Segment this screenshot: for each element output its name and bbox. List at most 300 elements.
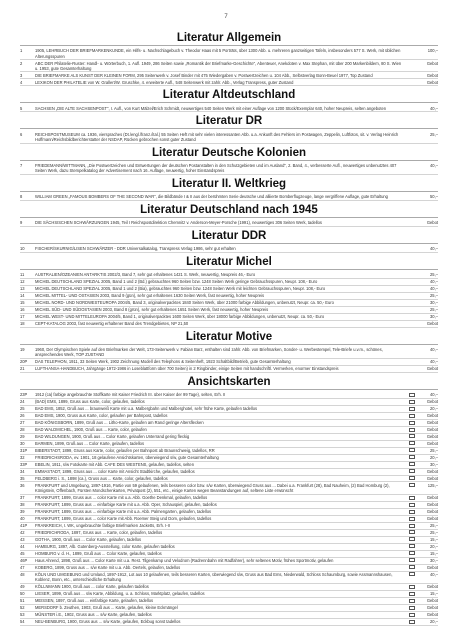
lot-icon-cell xyxy=(406,406,418,411)
lot-price: 20,– xyxy=(430,543,438,549)
lot-price: Gebot xyxy=(426,366,438,372)
lot-number: 43 xyxy=(20,536,25,542)
lot-number: 51 xyxy=(20,598,25,604)
lot-number: 34 xyxy=(20,468,25,474)
lot-description: HAMBURG, 1897, Alb. Gutenberg-Ausstellung, color Karte, gelaufen tadellos xyxy=(35,543,175,549)
lot-description: GOTHA, 1900, Gruß aus ... Color Karte, gelaufen, tadellos xyxy=(35,536,142,542)
lot-row xyxy=(20,544,438,551)
lot-description: FISCHER/SKURNIG/LISEN SCHWÄRZER - DDR Universalkatalog, Transpress Verlag 1986, sehr gut erhalten xyxy=(35,246,236,252)
lot-icon-cell xyxy=(406,516,418,521)
lot-row xyxy=(20,572,438,584)
lot-number: 35 xyxy=(20,475,25,481)
envelope-icon xyxy=(409,510,415,514)
lot-row xyxy=(20,321,438,328)
lot-icon-cell xyxy=(406,359,418,364)
envelope-icon xyxy=(409,469,415,473)
lot-row xyxy=(20,427,438,434)
lot-row xyxy=(20,598,438,605)
lot-row xyxy=(20,565,438,572)
lot-icon-cell xyxy=(406,591,418,596)
lot-row xyxy=(20,516,438,523)
lot-row xyxy=(20,495,438,502)
lot-description: 1960, Der Olympischen Spiele auf den Briefmarken der Welt, 173-Seitenwerk v. Fabian Barz, enthalten sind zahlr. Abb. von Briefmarken, Sonder- u. Werbestempel, Tele-Briefe u.v.m., schönes, ansprechendes Werk, TOP ZUSTAND xyxy=(35,346,383,358)
lot-row xyxy=(20,523,438,530)
lot-price: 25,– xyxy=(430,447,438,453)
section-title: Literatur Michel xyxy=(20,255,438,270)
lot-icon-cell xyxy=(406,598,418,603)
lot-icon-cell xyxy=(406,509,418,514)
lot-icon-cell xyxy=(406,523,418,528)
lot-description: MICHEL WEST- UND MITTELEUROPA 2004/5, Band 1, originalverpacktes 1600 Seiten Werk, über 18000 farbige Abbildungen, unbenutzt, Neupr. ca. 50,- Euro xyxy=(35,313,325,319)
lot-description: FELDBERG i. S., 1898 (ca.), Gruss aus ... Karte, color, gelaufen, tadellos xyxy=(35,475,168,481)
lot-description: FRANKFURT, 1899, Gruss aus ... color Karte mit u.a. Abb. Goethe Denkmal, gelaufen, tadellos xyxy=(35,495,208,501)
lot-price: 25,– xyxy=(430,131,438,137)
lot-number: 29 xyxy=(20,433,25,439)
lot-row xyxy=(20,612,438,619)
lot-icon-cell xyxy=(406,220,418,225)
lot-icon-cell xyxy=(406,572,418,582)
lot-description: CEPT-KATALOG 2003, fast neuwertig erhaltener Band des Trendgebietes, NP 21,50 xyxy=(35,320,189,326)
lot-icon-cell xyxy=(406,427,418,432)
lot-description: LUFTHANSA-HANDBUCH, Jahrgänge 1972-1986 in Loseblattform über 700 Seiten) in 2 Ringbinder, einige Seiten mit handschriftl. Vermerken, enormer Einstandspreis xyxy=(35,366,339,372)
envelope-icon xyxy=(409,585,415,589)
lot-icon-cell xyxy=(406,272,418,277)
lot-description: BARMEN, 1899, Gruß aus ... Color Karte, gelaufen, tadellos xyxy=(35,440,144,446)
lot-price: Gebot xyxy=(426,433,438,439)
lot-price: Gebot xyxy=(426,612,438,618)
lot-price: Gebot xyxy=(426,516,438,522)
lot-price: Gebot xyxy=(426,605,438,611)
envelope-icon xyxy=(409,572,415,576)
lot-price: Gebot xyxy=(426,475,438,481)
envelope-icon xyxy=(409,441,415,445)
lot-price: 15,– xyxy=(430,550,438,556)
envelope-icon xyxy=(409,448,415,452)
lot-price: 30,– xyxy=(430,557,438,563)
lot-icon-cell xyxy=(406,544,418,549)
lot-number: 18 xyxy=(20,320,25,326)
lot-row xyxy=(20,314,438,321)
envelope-icon xyxy=(409,592,415,596)
lot-row xyxy=(20,48,438,60)
lot-number: 9 xyxy=(20,220,23,226)
lot-price: Gebot xyxy=(426,509,438,515)
lot-icon-cell xyxy=(406,293,418,298)
lot-price: 40,– xyxy=(430,571,438,577)
lot-icon-cell xyxy=(406,455,418,460)
lot-row xyxy=(20,293,438,300)
lot-row xyxy=(20,558,438,565)
lot-number: 49 xyxy=(20,584,25,590)
lot-description: FRIEDRICHRODA, 1897, Gruss aus ... Karte, color, gelaufen, tadellos xyxy=(35,529,163,535)
lot-number: 5 xyxy=(20,105,23,111)
lot-price: Gebot xyxy=(426,502,438,508)
lot-icon-cell xyxy=(406,246,418,251)
lot-icon-cell xyxy=(406,441,418,446)
lot-description: FRIEDEMANN/WITTMANN, „Die Postwertzeichen und Entwertungen der deutschen Postanstalten in den Schutzgebieten und im Ausland", 2. Band, 4., verbesserte Aufl., neuwertiges unbenutztes 407 Seiten Werk, dazu Stempelkatalog der Advertisement nach 16. Auflage, neuwertig, hoher Einstandspreis xyxy=(35,162,397,174)
lot-row xyxy=(20,79,438,86)
lot-icon-cell xyxy=(406,420,418,425)
lot-number: 54 xyxy=(20,619,25,624)
catalog-content xyxy=(20,29,438,626)
lot-row xyxy=(20,413,438,420)
lot-description: MÜNSTER i.E., 1902, Gruss aus ... s/w Karte, gelaufen, tadellos xyxy=(35,612,152,618)
lot-price: Gebot xyxy=(426,495,438,501)
lot-icon-cell xyxy=(406,61,418,71)
lot-number: 17 xyxy=(20,313,25,319)
lot-price: Gebot xyxy=(426,440,438,446)
lot-number: 20P xyxy=(20,359,28,365)
lot-row xyxy=(20,476,438,483)
lot-number: 32 xyxy=(20,454,25,460)
lot-description: Haus Ahrend, 1898, Gruß aus ... Color Karte mit u.a. Rest. Tilgenkamp und Velodrom (Radrennbahn mit Radfahrer), sehr seltenes Motiv, frühes Sportmotiv, gelaufen xyxy=(35,557,334,563)
lot-row xyxy=(20,246,438,253)
lot-row xyxy=(20,584,438,591)
lot-description: MICHEL DEUTSCHLAND SPEZIAL 2005, Band 1 und 2 (Bia), gebrauchtes 960 Seiten bzw. 1248 Seiten Werk mit leichten Gebrauchsspuren, Neupr. 108,- Euro xyxy=(35,286,326,292)
lot-description: BAD WILDUNGEN, 1900, Gruß aus ... Color Karte, gelaufen Unterrand gering fleckig xyxy=(35,433,190,439)
lot-row xyxy=(20,462,438,469)
section-title: Literatur Allgemein xyxy=(20,31,438,46)
lot-description: EMMASTADT, 1899, Gruss aus ... color Karte mit Ansicht Stadtkirche, gelaufen, tadellos xyxy=(35,468,195,474)
lot-price: 50,– xyxy=(430,194,438,200)
lot-price: 40,– xyxy=(430,286,438,292)
lot-number: 40 xyxy=(20,516,25,522)
lot-number: 45 xyxy=(20,550,25,556)
lot-price: 40,– xyxy=(430,279,438,285)
lot-icon-cell xyxy=(406,413,418,418)
lot-number: 26 xyxy=(20,413,25,419)
lot-row xyxy=(20,220,438,227)
lot-row xyxy=(20,366,438,373)
lot-row xyxy=(20,406,438,413)
lot-number: 2 xyxy=(20,60,23,66)
lot-icon-cell xyxy=(406,366,418,371)
lot-row xyxy=(20,469,438,476)
lot-icon-cell xyxy=(406,314,418,319)
lot-icon-cell xyxy=(406,279,418,284)
lot-row xyxy=(20,441,438,448)
lot-number: 42 xyxy=(20,529,25,535)
envelope-icon xyxy=(409,428,415,432)
lot-description: KÖLLNMANN 1900, Gruß aus ... color Karte, gelaufen tadellos xyxy=(35,584,149,590)
lot-row xyxy=(20,434,438,441)
lot-number: 1 xyxy=(20,48,23,54)
section-title: Literatur Motive xyxy=(20,330,438,345)
lot-description: REICHSPOSTMUSEUM ca. 1936, vierspraches (Dt./engl./franz./ital.) 55 Seiten Heft mit sehr vielen interessanten Abb. u.a. Ankunft des Fehlers im Postwagen, Zeppelin, Luftfotos, sit. v. Verlag Heinrich Hoffmann/Reichsbildberichterstatter der NSDAP, Rücken gebrochen sonst guter Zustand xyxy=(35,131,399,142)
envelope-icon xyxy=(409,537,415,541)
envelope-icon xyxy=(409,462,415,466)
lot-number: 33P xyxy=(20,461,28,467)
lot-icon-cell xyxy=(406,48,418,58)
lot-row xyxy=(20,105,438,112)
lot-row xyxy=(20,448,438,455)
lot-row xyxy=(20,605,438,612)
lot-number: 16 xyxy=(20,306,25,312)
envelope-icon xyxy=(409,565,415,569)
lot-price: 40,– xyxy=(430,246,438,252)
lot-description: KÖLN UND UMGEBUNG und Umland, 1897-1912, Lot aus 10 gelaufenen, teils besseren Karten, überwiegend s/w, Gruss aus Bad Ems, Niederwald, Schloss Schaumburg, sowie Assmannshausen, Koblenz, Bonn, etc., unterschiedliche Erhaltung xyxy=(35,571,393,583)
lot-icon-cell xyxy=(406,286,418,291)
lot-icon-cell xyxy=(406,565,418,570)
lot-number: 14 xyxy=(20,293,25,298)
lot-number: 13 xyxy=(20,286,25,292)
lot-number: 12 xyxy=(20,279,25,285)
lot-price: Gebot xyxy=(426,420,438,426)
lot-description: WILLIAM GREEN „FAMOUS BOMBERS OF THE SECOND WAR", die Bildbände I & II aus der berühmten Serie deutsche und alliierte Bomberflugzeuge, lange vergriffene Auflage, gute Erhaltung xyxy=(35,194,388,200)
lot-price: Gebot xyxy=(426,468,438,474)
lot-number: 37 xyxy=(20,495,25,501)
lot-number: 48 xyxy=(20,571,25,577)
lot-row xyxy=(20,420,438,427)
lot-description: DIE BRIEFMARKE ALS KUNST DER KLEINEN FORM, 295 Seitenwerk v. Josef Binder mit 475 Wiedergaben v. Postwertzeichen u. 104 Abb., Selbstverlag Bonn-Beuel 1977, Top Zustand xyxy=(35,72,373,78)
lot-number: 24 xyxy=(20,399,25,405)
envelope-icon xyxy=(409,599,415,603)
envelope-icon xyxy=(409,620,415,624)
lot-price: 20,– xyxy=(430,619,438,624)
lot-description: MERSDORF b. Zeuthen, 1903, Gruß aus ... Karte, gelaufen, kleine Eckmängel xyxy=(35,605,178,611)
lot-row xyxy=(20,307,438,314)
lot-description: 1912 (ca) farbige angebrauchte Stoffkarte mit Kaiser Friedrich III. über Kaiser der 99 Tage), selten, Erh. II xyxy=(35,392,226,398)
lot-row xyxy=(20,399,438,406)
lot-number: 30 xyxy=(20,440,25,446)
lot-icon-cell xyxy=(406,132,418,142)
lot-icon-cell xyxy=(406,80,418,85)
lot-price: Gebot xyxy=(426,584,438,590)
lot-description: FRANKFURT und Umgebung, 1897-1916, Partie von 59 gelaufenen, teils besseren color bzw. s/w Karten, überwiegend Gruss aus ... Dabei u.a. Frankfurt (28), Bad Nauheim, (2) Bad Homburg (2), Königstein, Offenbach, Fürsten Mondschenkarten, Privatpost (2), 551, etc., einige Karten wegen Beanstandungen auf, seltene Liste erwünscht xyxy=(35,482,390,494)
section-title: Literatur Altdeutschland xyxy=(20,88,438,103)
lot-icon-cell xyxy=(406,462,418,467)
lot-price: 15,– xyxy=(430,536,438,542)
lot-number: 10 xyxy=(20,246,25,252)
envelope-icon xyxy=(409,606,415,610)
lot-number: 53 xyxy=(20,612,25,618)
lot-icon-cell xyxy=(406,307,418,312)
lot-description: FRIEDRICHSRODA, ev. 1901, 18 gelaufene Ansichtskarten, überwiegend s/w, gute Gesamterhaltung xyxy=(35,454,219,460)
lot-icon-cell xyxy=(406,73,418,78)
lot-icon-cell xyxy=(406,530,418,535)
lot-row xyxy=(20,392,438,399)
lot-price: 30,– xyxy=(430,461,438,467)
lot-icon-cell xyxy=(406,392,418,397)
lot-icon-cell xyxy=(406,106,418,111)
lot-number: 52 xyxy=(20,605,25,611)
section-title: Ansichtskarten xyxy=(20,375,438,390)
lot-icon-cell xyxy=(406,476,418,481)
lot-number: 25 xyxy=(20,406,25,412)
section-title: Literatur DR xyxy=(20,114,438,129)
lot-description: DAS TELEPHON, 1911, 33 Seiten Werk, 1902 Zeichnung Modell des Telephons & Seitenheft, 1923 Schaltbild/Betrieb, gute Gesamterhaltung xyxy=(35,359,291,365)
lot-icon-cell xyxy=(406,347,418,357)
envelope-icon xyxy=(409,558,415,562)
lot-row xyxy=(20,455,438,462)
lot-price: 40,– xyxy=(430,359,438,365)
lot-number: 46P xyxy=(20,557,28,563)
envelope-icon xyxy=(409,524,415,528)
envelope-icon xyxy=(409,496,415,500)
lot-icon-cell xyxy=(406,448,418,453)
lot-number: 7 xyxy=(20,162,23,168)
lot-icon-cell xyxy=(406,300,418,305)
lot-row xyxy=(20,60,438,72)
lot-number: 47 xyxy=(20,564,25,570)
lot-price: 15,– xyxy=(430,591,438,597)
lot-row xyxy=(20,591,438,598)
lot-price: 30,– xyxy=(430,313,438,319)
page-number: 7 xyxy=(224,14,228,20)
lot-description: BAD WALDMICHEL, 1900, Gruß aus ... Karte, color, gelaufen xyxy=(35,427,147,432)
lot-icon-cell xyxy=(406,537,418,542)
lot-number: 23P xyxy=(20,392,28,398)
lot-description: MICHEL SÜD- UND SÜDOSTASIEN 2003, Band 8 (grün), sehr gut erhaltenes 1651 Seiten Werk, fast neuwertig, hoher Neupreis xyxy=(35,306,269,312)
envelope-icon xyxy=(409,544,415,548)
lot-description: LIESER, 1899, Gruß aus ... s/w Karte, Abbildung, u. a. Schloss, Marktplatz, gelaufen, tadellos xyxy=(35,591,205,597)
lot-icon-cell xyxy=(406,163,418,173)
lot-row xyxy=(20,537,438,544)
lot-icon-cell xyxy=(406,551,418,556)
lot-description: AUSTRALIEN/OZEANIEN ANTARKTIS 2002/3, Band 7, sehr gut erhaltenes 1421 S. Werk, neuwertig, Neupreis 46,- Euro xyxy=(35,272,256,278)
lot-description: DIE SÄCHSISCHEN SCHWÄRZUNGEN 1945, Teil I Reichspostdirektion Chemnitz v. Anderson-Meyer-Porsche (1991), neuwertiges 306 Seiten Werk, tadellos xyxy=(35,220,322,226)
lot-number: 28 xyxy=(20,427,25,432)
lot-row xyxy=(20,279,438,286)
envelope-icon xyxy=(409,483,415,487)
lot-icon-cell xyxy=(406,469,418,474)
lot-number: 38 xyxy=(20,502,25,508)
lot-row xyxy=(20,163,438,175)
section-title: Literatur II. Weltkrieg xyxy=(20,177,438,192)
lot-icon-cell xyxy=(406,399,418,404)
lot-description: 1905, LEHRBUCH DER BRIEFMARKENKUNDE, ein Hilfs- u. Nachschlagebuch v. Theodor Haas mit 5 Porträts, über 1300 Abb. u. mehreren ganzseitigen Tafeln, insbesonders 577 S. Werk, mit üblichen Alterungsspuren xyxy=(35,48,401,59)
lot-description: ABC DER Philatelie-Ruster: Handl- u. Wörterbuch, 1. Aufl. 1949, 286 Seiten sowie „Romantik der Briefmarke-Geschichte", Abenteuer, Anekdoten v. Max Stephan, mit über 200 Markenbildern, 80 S. Wien u. 1953, gute Gesamterhaltung xyxy=(35,60,402,71)
lot-price: 25,– xyxy=(430,306,438,312)
lot-description: EBELIN, 1911, s/w Fotokarte mit Abb. CAFE DES WESTENS, gelaufen, tadellos, selten xyxy=(35,461,194,467)
lot-price: Gebot xyxy=(426,564,438,570)
lot-icon-cell xyxy=(406,558,418,563)
lot-number: 3 xyxy=(20,72,23,78)
envelope-icon xyxy=(409,455,415,459)
lot-row xyxy=(20,530,438,537)
lot-description: (BAD) EMS, 1899, Gruss aus Karte, color, gelaufen, tadellos xyxy=(35,399,145,405)
lot-description: SACHSEN „DIE ALTE SACHSENPOST", I. Aufl., von Kurt Mälzel/Erich Schmidt, neuwertiges 540 Seiten Werk mit einer Auflage von 1200 Stück/Exemplar 640, hoher Neupreis, selten angeboten xyxy=(35,105,387,111)
lot-row xyxy=(20,286,438,293)
section-title: Literatur Deutschland nach 1945 xyxy=(20,203,438,218)
lot-description: FRANKFURT, 1899, Gruss aus ... color Karte mit Abb. Roemer Steig und Dom, gelaufen, tadellos xyxy=(35,516,212,522)
lot-price: Gebot xyxy=(426,60,438,66)
lot-icon-cell xyxy=(406,194,418,199)
lot-number: 36 xyxy=(20,482,25,488)
lot-icon-cell xyxy=(406,495,418,500)
lot-description: HOMBURG v. d. H., 1899, Gruß aus ... Color Karte, gelaufen, tadellos xyxy=(35,550,162,556)
lot-number: 19 xyxy=(20,346,25,352)
envelope-icon xyxy=(409,434,415,438)
lot-number: 41P xyxy=(20,523,28,528)
lot-number: 6 xyxy=(20,131,23,137)
lot-price: 25,– xyxy=(430,529,438,535)
lot-number: 27 xyxy=(20,420,25,426)
lot-price: 125,– xyxy=(427,482,438,488)
envelope-icon xyxy=(409,476,415,480)
lot-icon-cell xyxy=(406,612,418,617)
lot-price: 40,– xyxy=(430,392,438,398)
lot-number: 11 xyxy=(20,272,25,278)
lot-description: FRANKFURT, 1899, Gruss aus ... einfarbige Karte mit u.a. Abb. Oper, Schauspiel, gelaufen, tadellos xyxy=(35,502,217,508)
lot-price: 20,– xyxy=(430,406,438,412)
envelope-icon xyxy=(409,414,415,418)
lot-number: 50 xyxy=(20,591,25,597)
lot-price: Gebot xyxy=(426,413,438,419)
lot-price: 30,– xyxy=(430,299,438,305)
section-title: Literatur Deutsche Kolonien xyxy=(20,146,438,161)
lot-row xyxy=(20,131,438,143)
lot-icon-cell xyxy=(406,483,418,493)
lot-price: 25,– xyxy=(430,272,438,278)
envelope-icon xyxy=(409,551,415,555)
lot-number: 8 xyxy=(20,194,23,200)
lot-description: MEISSEN, 1897, Gruß aus ... einfarbige Karte, gelaufen, tadellos xyxy=(35,598,154,604)
lot-price: Gebot xyxy=(426,427,438,432)
lot-icon-cell xyxy=(406,434,418,439)
lot-number: 39 xyxy=(20,509,25,515)
lot-price: 25,– xyxy=(430,293,438,298)
lot-description: FRANKREICH, I. WK, ungebrauchte farbige Briefmarken Jacketts, Erh. I-II xyxy=(35,523,170,528)
lot-icon-cell xyxy=(406,605,418,610)
lot-row xyxy=(20,551,438,558)
lot-icon-cell xyxy=(406,321,418,326)
lot-description: NEU-BENBURG, 1900, Gruss aus ... s/w Karte, gelaufen, Eckbug sonst tadellos xyxy=(35,619,181,624)
lot-description: BAD KÖNIGSBORN, 1899, Gruß aus ... Litho-Karte, gelaufen am Rand geringe Altersflecken xyxy=(35,420,204,426)
lot-number: 15 xyxy=(20,299,25,305)
lot-row xyxy=(20,482,438,494)
envelope-icon xyxy=(409,393,415,397)
lot-price: Gebot xyxy=(426,598,438,604)
lot-description: BIBERSTADT, 1899, Gruss aus Karte, color, gelaufen per Bahnpost ab Braunschweig, tadellos, RR xyxy=(35,447,215,453)
lot-number: 4 xyxy=(20,79,23,85)
envelope-icon xyxy=(409,400,415,404)
lot-price: Gebot xyxy=(426,79,438,85)
envelope-icon xyxy=(409,613,415,617)
lot-description: LEXIKON DER PHILATELIE von W. Grallert/W. Gruschke, 4. erweiterte Aufl., 548 Seitenwerk mit zahlr. Abb., Verlag Transpress, guter Zustand xyxy=(35,79,294,85)
envelope-icon xyxy=(409,407,415,411)
envelope-icon xyxy=(409,503,415,507)
lot-row xyxy=(20,194,438,201)
lot-price: Gebot xyxy=(426,399,438,405)
lot-price: 25,– xyxy=(430,523,438,528)
lot-row xyxy=(20,347,438,359)
lot-row xyxy=(20,272,438,279)
lot-row xyxy=(20,72,438,79)
lot-row xyxy=(20,619,438,626)
lot-description: FRANKFURT, 1899, Gruss aus ... einfarbige Karte mit u.a. Abb. Palmengarten, gelaufen, tadellos xyxy=(35,509,212,515)
lot-price: Gebot xyxy=(426,220,438,226)
lot-number: 21 xyxy=(20,366,25,372)
lot-icon-cell xyxy=(406,502,418,507)
lot-description: BAD EMS, 1900, Gruss aus Karte, color, gelaufen per Bahnpost, tadellos xyxy=(35,413,168,419)
lot-description: KOBERG, 1899, Gruss aus ... s/w Karte mit u.a. Abb. Oertels, gelaufen, tadellos xyxy=(35,564,181,570)
lot-price: Gebot xyxy=(426,320,438,326)
lot-description: MICHEL MITTEL- UND OSTASIEN 2003, Band 9 (gün), sehr gut erhaltenes 1630 Seiten Werk, fast neuwertig, hoher Neupreis xyxy=(35,293,265,298)
lot-price: Gebot xyxy=(426,72,438,78)
lot-row xyxy=(20,300,438,307)
lot-row xyxy=(20,509,438,516)
lot-price: 100,– xyxy=(427,48,438,54)
lot-icon-cell xyxy=(406,619,418,624)
envelope-icon xyxy=(409,530,415,534)
lot-description: MICHEL DEUTSCHLAND SPEZIAL 2005, Band 1 und 2 (Bd.) gebrauchtes 960 Seiten bzw. 1248 Seiten Werk geringe Gebrauchsspuren, Neupr. 108,- Euro xyxy=(35,279,318,285)
lot-price: 40,– xyxy=(430,162,438,168)
lot-row xyxy=(20,502,438,509)
lot-description: BAD EMS, 1852, Gruß aus ... braunweiß Karte mit u.a. Malbergbahn und Malberghotel, sehr frühe Karte, gelaufen tadellos xyxy=(35,406,258,412)
lot-price: 20,– xyxy=(430,454,438,460)
lot-price: 40,– xyxy=(430,346,438,352)
